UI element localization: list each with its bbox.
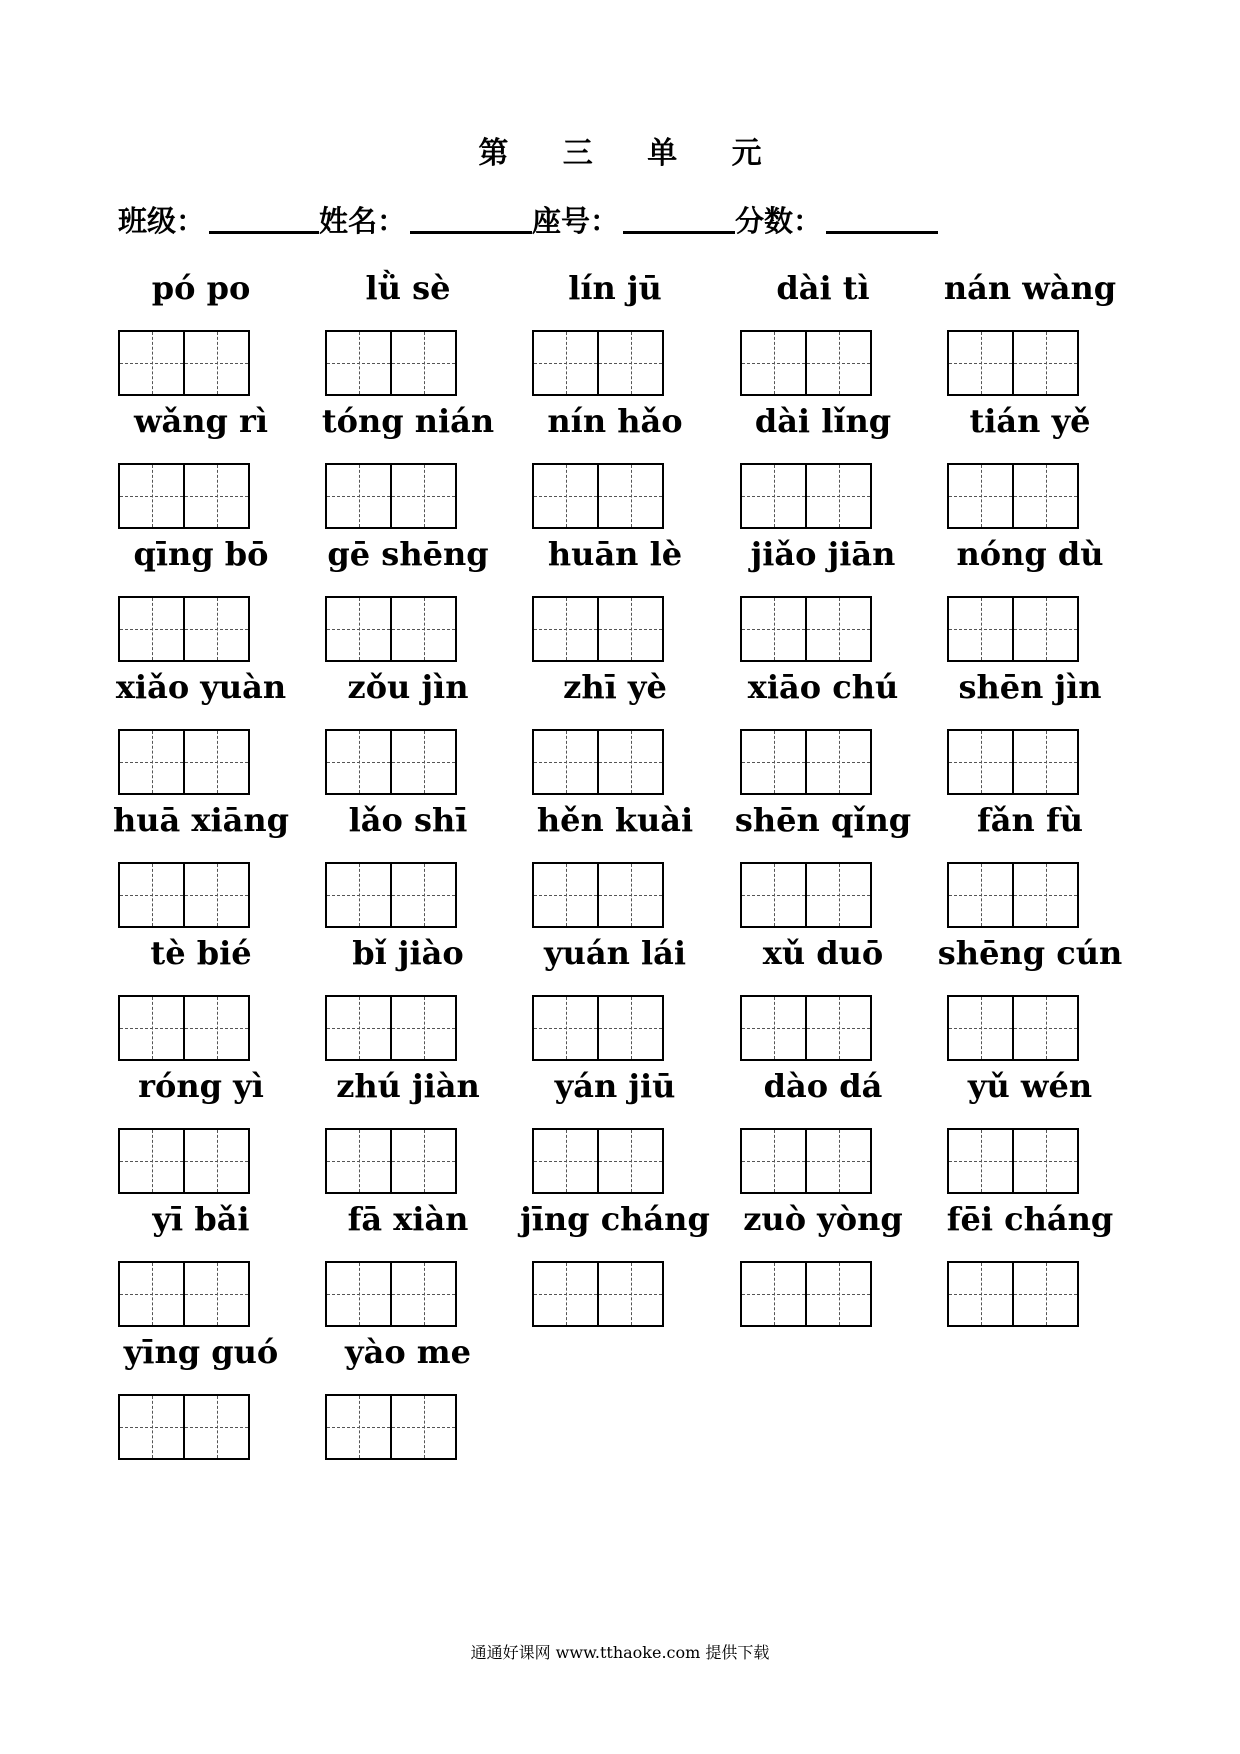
character-square[interactable]: [327, 1396, 390, 1458]
character-square[interactable]: [183, 997, 248, 1059]
character-square[interactable]: [120, 1396, 183, 1458]
tianzige-box[interactable]: [947, 995, 1079, 1061]
tianzige-box[interactable]: [325, 995, 457, 1061]
pinyin-label: yuán lái: [543, 934, 687, 972]
character-square[interactable]: [534, 598, 597, 660]
tianzige-box[interactable]: [532, 463, 664, 529]
tianzige-box[interactable]: [740, 596, 872, 662]
character-square[interactable]: [1012, 731, 1077, 793]
character-square[interactable]: [390, 332, 455, 394]
character-square[interactable]: [183, 1396, 248, 1458]
character-square[interactable]: [327, 997, 390, 1059]
tianzige-box[interactable]: [532, 995, 664, 1061]
pinyin-label: lín jū: [568, 269, 662, 307]
tianzige-box[interactable]: [118, 596, 250, 662]
tianzige-box[interactable]: [118, 995, 250, 1061]
tianzige-box[interactable]: [740, 729, 872, 795]
character-square[interactable]: [390, 731, 455, 793]
character-square[interactable]: [597, 1130, 662, 1192]
character-square[interactable]: [390, 997, 455, 1059]
pinyin-label: lǜ sè: [365, 269, 451, 307]
class-label: 班级：: [118, 204, 206, 238]
pinyin-label: jiǎo jiān: [750, 535, 896, 573]
character-square[interactable]: [534, 465, 597, 527]
page-title: 第 三 单 元: [478, 136, 784, 171]
pinyin-label: xǔ duō: [762, 934, 884, 972]
tianzige-box[interactable]: [325, 862, 457, 928]
name-label: 姓名：: [319, 204, 407, 238]
character-square[interactable]: [805, 731, 870, 793]
pinyin-label: yán jiū: [554, 1067, 676, 1105]
character-square[interactable]: [183, 864, 248, 926]
tianzige-box[interactable]: [325, 596, 457, 662]
tianzige-box[interactable]: [118, 862, 250, 928]
character-square[interactable]: [1012, 864, 1077, 926]
tianzige-box[interactable]: [947, 1261, 1079, 1327]
character-square[interactable]: [597, 465, 662, 527]
tianzige-box[interactable]: [947, 596, 1079, 662]
character-square[interactable]: [120, 598, 183, 660]
character-square[interactable]: [183, 1130, 248, 1192]
tianzige-box[interactable]: [947, 1128, 1079, 1194]
tianzige-box[interactable]: [118, 463, 250, 529]
tianzige-box[interactable]: [740, 995, 872, 1061]
character-square[interactable]: [327, 598, 390, 660]
character-square[interactable]: [949, 332, 1012, 394]
pinyin-label: nóng dù: [956, 535, 1104, 573]
character-square[interactable]: [742, 332, 805, 394]
character-square[interactable]: [390, 598, 455, 660]
character-square[interactable]: [1012, 1263, 1077, 1325]
character-square[interactable]: [805, 864, 870, 926]
character-square[interactable]: [120, 332, 183, 394]
character-square[interactable]: [327, 332, 390, 394]
character-square[interactable]: [327, 465, 390, 527]
pinyin-label: lǎo shī: [348, 801, 468, 839]
character-square[interactable]: [1012, 997, 1077, 1059]
pinyin-label: shēn jìn: [958, 668, 1102, 706]
character-square[interactable]: [805, 997, 870, 1059]
character-square[interactable]: [120, 731, 183, 793]
character-square[interactable]: [742, 1130, 805, 1192]
pinyin-label: yǔ wén: [967, 1067, 1093, 1105]
pinyin-label: dài lǐng: [754, 402, 892, 440]
pinyin-label: yào me: [344, 1333, 472, 1371]
character-square[interactable]: [805, 332, 870, 394]
character-square[interactable]: [742, 598, 805, 660]
character-square[interactable]: [534, 997, 597, 1059]
character-square[interactable]: [949, 598, 1012, 660]
pinyin-label: tián yě: [969, 402, 1091, 440]
character-square[interactable]: [327, 731, 390, 793]
tianzige-box[interactable]: [325, 1128, 457, 1194]
character-square[interactable]: [1012, 332, 1077, 394]
tianzige-box[interactable]: [325, 729, 457, 795]
character-square[interactable]: [534, 731, 597, 793]
character-square[interactable]: [120, 1130, 183, 1192]
pinyin-label: pó po: [151, 269, 251, 307]
character-square[interactable]: [805, 1263, 870, 1325]
tianzige-box[interactable]: [118, 330, 250, 396]
tianzige-box[interactable]: [325, 1261, 457, 1327]
tianzige-box[interactable]: [532, 1261, 664, 1327]
tianzige-box[interactable]: [740, 862, 872, 928]
character-square[interactable]: [183, 465, 248, 527]
character-square[interactable]: [949, 1263, 1012, 1325]
pinyin-label: nín hǎo: [547, 402, 683, 440]
pinyin-label: shēn qǐng: [734, 801, 912, 839]
pinyin-label: tóng nián: [321, 402, 495, 440]
pinyin-label: xiǎo yuàn: [115, 668, 287, 706]
character-square[interactable]: [949, 997, 1012, 1059]
pinyin-label: yī bǎi: [152, 1200, 250, 1238]
tianzige-box[interactable]: [325, 330, 457, 396]
tianzige-box[interactable]: [118, 1261, 250, 1327]
pinyin-label: huān lè: [547, 535, 683, 573]
tianzige-box[interactable]: [740, 330, 872, 396]
pinyin-label: xiāo chú: [747, 668, 899, 706]
score-label: 分数：: [735, 204, 823, 238]
tianzige-box[interactable]: [532, 1128, 664, 1194]
tianzige-box[interactable]: [118, 1394, 250, 1460]
tianzige-box[interactable]: [532, 862, 664, 928]
character-square[interactable]: [597, 731, 662, 793]
character-square[interactable]: [949, 731, 1012, 793]
pinyin-label: bǐ jiào: [352, 934, 464, 972]
character-square[interactable]: [742, 997, 805, 1059]
tianzige-box[interactable]: [740, 1128, 872, 1194]
pinyin-label: zhú jiàn: [336, 1067, 480, 1105]
character-square[interactable]: [120, 465, 183, 527]
pinyin-label: dài tì: [776, 269, 870, 307]
pinyin-label: tè bié: [150, 934, 252, 972]
character-square[interactable]: [534, 864, 597, 926]
pinyin-label: yīng guó: [123, 1333, 279, 1371]
pinyin-label: qīng bō: [133, 535, 269, 573]
pinyin-label: zhī yè: [563, 668, 667, 706]
character-square[interactable]: [597, 1263, 662, 1325]
pinyin-label: shēng cún: [937, 934, 1123, 972]
character-square[interactable]: [327, 1130, 390, 1192]
character-square[interactable]: [949, 864, 1012, 926]
tianzige-box[interactable]: [532, 330, 664, 396]
tianzige-box[interactable]: [947, 463, 1079, 529]
character-square[interactable]: [534, 1130, 597, 1192]
pinyin-label: róng yì: [138, 1067, 264, 1105]
pinyin-label: fā xiàn: [347, 1200, 469, 1238]
tianzige-box[interactable]: [947, 729, 1079, 795]
character-square[interactable]: [1012, 598, 1077, 660]
footer-credit: 通通好课网 www.tthaoke.com 提供下载: [470, 1643, 770, 1662]
pinyin-label: zuò yòng: [743, 1200, 903, 1238]
character-square[interactable]: [390, 864, 455, 926]
tianzige-box[interactable]: [532, 596, 664, 662]
character-square[interactable]: [805, 1130, 870, 1192]
pinyin-label: zǒu jìn: [347, 668, 469, 706]
character-square[interactable]: [597, 864, 662, 926]
tianzige-box[interactable]: [947, 330, 1079, 396]
character-square[interactable]: [534, 332, 597, 394]
character-square[interactable]: [327, 864, 390, 926]
tianzige-box[interactable]: [118, 729, 250, 795]
character-square[interactable]: [183, 1263, 248, 1325]
character-square[interactable]: [183, 332, 248, 394]
character-square[interactable]: [120, 1263, 183, 1325]
character-square[interactable]: [742, 1263, 805, 1325]
character-square[interactable]: [390, 1396, 455, 1458]
tianzige-box[interactable]: [740, 1261, 872, 1327]
pinyin-label: jīng cháng: [520, 1200, 710, 1238]
tianzige-box[interactable]: [947, 862, 1079, 928]
pinyin-label: huā xiāng: [112, 801, 289, 839]
character-square[interactable]: [597, 997, 662, 1059]
character-square[interactable]: [390, 1130, 455, 1192]
character-square[interactable]: [327, 1263, 390, 1325]
character-square[interactable]: [742, 731, 805, 793]
character-square[interactable]: [390, 1263, 455, 1325]
tianzige-box[interactable]: [740, 463, 872, 529]
character-square[interactable]: [390, 465, 455, 527]
pinyin-label: gē shēng: [327, 535, 489, 573]
tianzige-box[interactable]: [325, 1394, 457, 1460]
character-square[interactable]: [949, 465, 1012, 527]
character-square[interactable]: [120, 864, 183, 926]
tianzige-box[interactable]: [325, 463, 457, 529]
character-square[interactable]: [742, 864, 805, 926]
pinyin-label: nán wàng: [943, 269, 1117, 307]
character-square[interactable]: [534, 1263, 597, 1325]
character-square[interactable]: [183, 731, 248, 793]
pinyin-label: fǎn fù: [977, 801, 1083, 839]
character-square[interactable]: [742, 465, 805, 527]
seat-label: 座号：: [532, 204, 620, 238]
character-square[interactable]: [120, 997, 183, 1059]
character-square[interactable]: [183, 598, 248, 660]
character-square[interactable]: [1012, 465, 1077, 527]
character-square[interactable]: [805, 465, 870, 527]
pinyin-label: wǎng rì: [133, 402, 269, 440]
character-square[interactable]: [949, 1130, 1012, 1192]
character-square[interactable]: [597, 598, 662, 660]
tianzige-box[interactable]: [118, 1128, 250, 1194]
character-square[interactable]: [805, 598, 870, 660]
pinyin-label: fēi cháng: [946, 1200, 1114, 1238]
character-square[interactable]: [597, 332, 662, 394]
character-square[interactable]: [1012, 1130, 1077, 1192]
pinyin-label: dào dá: [763, 1067, 883, 1105]
tianzige-box[interactable]: [532, 729, 664, 795]
pinyin-label: hěn kuài: [536, 801, 694, 839]
